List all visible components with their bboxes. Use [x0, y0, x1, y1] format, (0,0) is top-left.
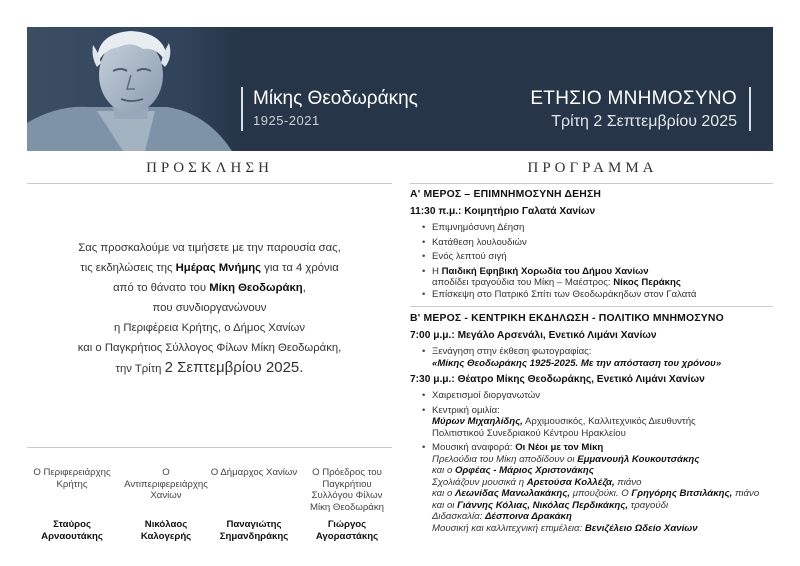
list-item: • Ενός λεπτού σιγή: [426, 251, 775, 263]
exhibition-title: «Μίκης Θεοδωράκης 1925-2025. Με την απόσταση του χρόνου»: [432, 357, 722, 369]
text: και ο: [432, 488, 455, 499]
part-divider: [410, 306, 773, 307]
performers-line: [432, 477, 775, 489]
invitation-text: [27, 238, 392, 379]
signatory-name: Νικόλαος Καλογερής: [140, 519, 192, 542]
performer: Γιάννης Κόλιας, Νικόλας Περδικάκης,: [457, 499, 629, 511]
signatory: [121, 467, 211, 542]
program: [410, 186, 775, 534]
invite-line: που συνδιοργανώνουν: [152, 302, 267, 314]
list-item: • Κατάθεση λουλουδιών: [426, 237, 775, 249]
invite-line: Σας προσκαλούμε να τιμήσετε με την παρουσία σας,: [78, 242, 341, 254]
text: Μουσική και καλλιτεχνική επιμέλεια:: [432, 522, 585, 534]
performers-line: [432, 523, 775, 535]
invitation-divider: [27, 183, 392, 184]
text: πιάνο: [614, 476, 642, 488]
text: από το θάνατο του: [113, 282, 210, 294]
list-item: [426, 266, 775, 289]
list-item: [426, 442, 775, 534]
part-1-title: Α' ΜΕΡΟΣ – ΕΠΙΜΝΗΜΟΣΥΝΗ ΔΕΗΣΗ: [410, 189, 602, 200]
choir-name: Παιδική Εφηβική Χορωδία του Δήμου Χανίων: [441, 265, 649, 277]
text: μπουζούκι. Ο: [570, 488, 632, 499]
performer: Λεωνίδας Μανωλακάκης,: [454, 488, 571, 499]
instructor: Δέσποινα Δρακάκη: [484, 511, 572, 522]
invite-line: [27, 258, 392, 278]
invite-date: 2 Σεπτεμβρίου 2025.: [164, 359, 304, 376]
music-tribute-title: Οι Νέοι με τον Μίκη: [515, 442, 604, 453]
text: πιάνο: [732, 488, 760, 499]
speaker-name: Μύρων Μιχαηλίδης,: [432, 416, 523, 427]
conservatory: Βενιζέλειο Ωδείο Χανίων: [584, 522, 698, 534]
performer: Γρηγόρης Βιτσιλάκης,: [631, 488, 733, 499]
invitation-heading: ΠΡΟΣΚΛΗΣΗ: [146, 160, 273, 176]
text: και οι: [432, 499, 458, 511]
performer: Αρετούσα Κολλέζα,: [526, 476, 615, 488]
part-2-title: Β' ΜΕΡΟΣ - ΚΕΝΤΡΙΚΗ ΕΚΔΗΛΩΣΗ - ΠΟΛΙΤΙΚΟ ΜΝΗΜΟΣΥΝΟ: [410, 313, 724, 324]
signatories: [27, 467, 392, 547]
program-divider: [410, 183, 773, 184]
text: τραγούδι: [628, 499, 669, 511]
signatory-title: Ο Αντιπεριφερειάρχης Χανίων: [124, 467, 208, 501]
text: Αρχιμουσικός, Καλλιτεχνικός Διευθυντής: [522, 416, 696, 427]
invite-line: [27, 278, 392, 298]
invite-line: και ο Παγκρήτιος Σύλλογος Φίλων Μίκη Θεοδωράκη,: [77, 342, 342, 354]
performers-line: [432, 511, 775, 523]
part-1-items: [410, 222, 775, 300]
invite-line: [27, 358, 392, 379]
signatures-divider: [27, 447, 392, 448]
signatory: [27, 467, 117, 542]
memorial-day: Ημέρας Μνήμης: [175, 262, 262, 274]
conductor-name: Νίκος Περάκης: [613, 277, 681, 288]
list-item: [426, 405, 775, 440]
list-item: • Επιμνημόσυνη Δέηση: [426, 222, 775, 234]
performer: Εμμανουήλ Κουκουτσάκης: [577, 453, 700, 465]
composer-name-block: [241, 87, 418, 131]
composer-name-inline: Μίκη Θεοδωράκη: [209, 282, 303, 294]
text: Κεντρική ομιλία:: [432, 404, 500, 416]
text: Μουσική αναφορά:: [432, 442, 516, 453]
signatory-name: Παναγιώτης Σημανδηράκης: [219, 519, 289, 542]
event-title: ΕΤΗΣΙΟ ΜΝΗΜΟΣΥΝΟ: [530, 88, 737, 109]
text: Διδασκαλία:: [432, 511, 485, 522]
text: για τα 4 χρόνια: [261, 262, 339, 274]
list-item: • Επίσκεψη στο Πατρικό Σπίτι των Θεοδωράκηδων στον Γαλατά: [426, 289, 775, 301]
event-date: Τρίτη 2 Σεπτεμβρίου 2025: [551, 113, 737, 130]
text: και ο: [432, 465, 455, 476]
list-item: [426, 346, 775, 369]
signatory: [209, 467, 299, 542]
part-2-items-a: [410, 346, 775, 369]
text: την Τρίτη: [115, 363, 165, 375]
part-2-items-b: [410, 390, 775, 534]
time-slot: 7:30 μ.μ.: Θέατρο Μίκης Θεοδωράκης, Ενετικό Λιμάνι Χανίων: [410, 374, 705, 385]
signatory-title: Ο Δήμαρχος Χανίων: [210, 467, 298, 478]
text: ,: [302, 282, 306, 294]
composer-years: 1925-2021: [253, 113, 320, 128]
time-slot: 7:00 μ.μ.: Μεγάλο Αρσενάλι, Ενετικό Λιμάνι Χανίων: [410, 330, 657, 341]
performer: Ορφέας - Μάριος Χριστονάκης: [454, 465, 594, 476]
text: Ξενάγηση στην έκθεση φωτογραφίας:: [432, 346, 592, 357]
program-heading: ΠΡΟΓΡΑΜΜΑ: [527, 160, 658, 176]
text: Πολιτιστικού Συνεδριακού Κέντρου Ηρακλείου: [432, 427, 626, 439]
performers-line: [432, 500, 775, 512]
signatory-name: Σταύρος Αρναουτάκης: [41, 519, 103, 542]
performers-line: [432, 454, 775, 466]
signatory-title: Ο Πρόεδρος του Παγκρήτιου Συλλόγου Φίλων Μίκη Θεοδωράκη: [310, 467, 384, 513]
performers-line: [432, 488, 775, 500]
event-block: [530, 87, 751, 131]
time-slot: 11:30 π.μ.: Κοιμητήριο Γαλατά Χανίων: [410, 206, 596, 217]
invite-line: η Περιφέρεια Κρήτης, ο Δήμος Χανίων: [114, 322, 305, 334]
text: τις εκδηλώσεις της: [80, 262, 176, 274]
performers-line: [432, 465, 775, 477]
header-banner: [27, 27, 773, 151]
signatory: [302, 467, 392, 542]
list-item: • Χαιρετισμοί διοργανωτών: [426, 390, 775, 402]
signatory-name: Γιώργος Αγοραστάκης: [315, 519, 379, 542]
text: αποδίδει τραγούδια του Μίκη – Μαέστρος:: [432, 277, 614, 288]
signatory-title: Ο Περιφερειάρχης Κρήτης: [33, 467, 111, 490]
composer-name: Μίκης Θεοδωράκης: [253, 88, 418, 109]
text: Σχολιάζουν μουσικά η: [432, 476, 527, 488]
composer-portrait: [27, 27, 237, 151]
text: Πρελούδια του Μίκη αποδίδουν οι: [432, 453, 578, 465]
text: Η: [432, 265, 442, 277]
